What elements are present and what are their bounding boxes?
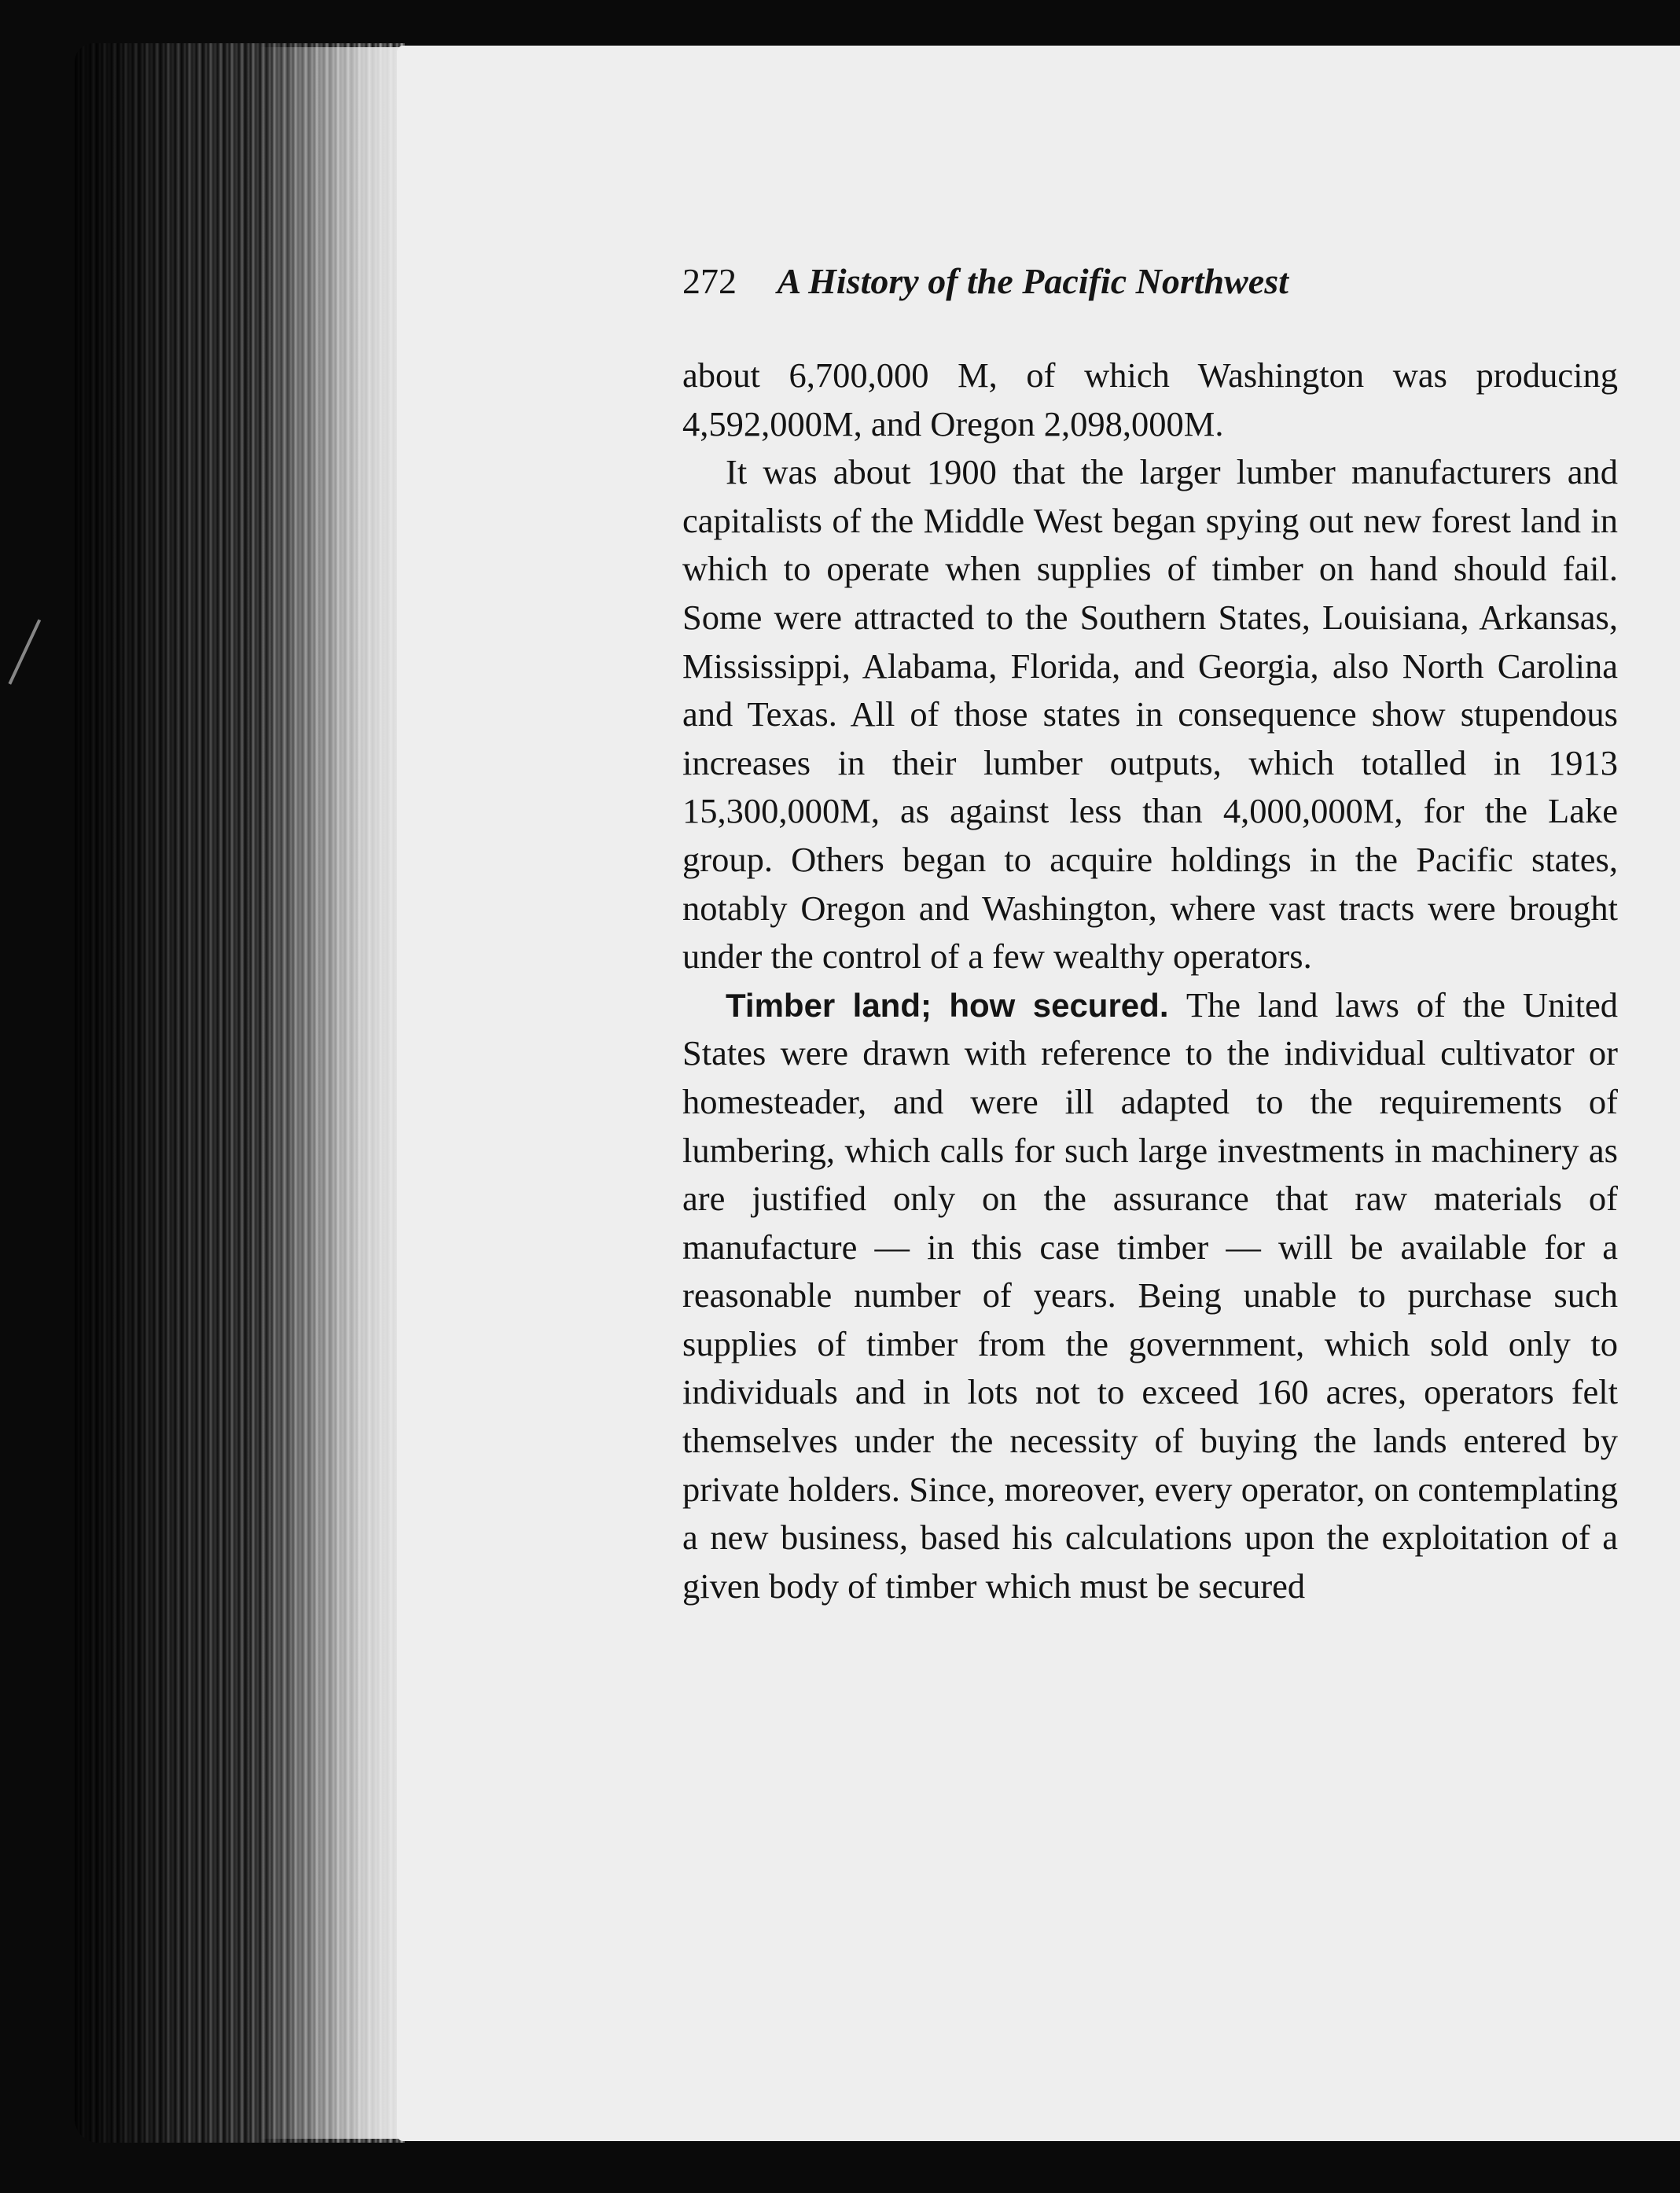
page-gutter-shadow — [259, 47, 417, 2139]
paragraph-1 — [682, 351, 1618, 448]
page-number: 272 — [682, 261, 737, 301]
body-text — [682, 351, 1618, 1610]
paragraph-1-text: about 6,700,000 M, of which Washington was producing 4,592,000M, and Oregon 2,098,000M. — [682, 355, 1618, 443]
paragraph-3 — [682, 981, 1618, 1611]
scan-debris — [8, 619, 61, 694]
paragraph-2 — [682, 448, 1618, 981]
section-heading: Timber land; how secured. — [726, 986, 1186, 1024]
running-head-title: A History of the Pacific Northwest — [777, 261, 1288, 301]
paragraph-2-text: It was about 1900 that the larger lumber manufacturers and capitalists of the Middle West began spying out new forest land in which to operate when supplies of timber on hand should fail. Some were attracted to the Southern States, Louisiana, Arkansas, Mississippi, Alabama, Florida, and Georgia, also North Carolina and Texas. All of those states in consequence show stupendous increases in their lumber outputs, which totalled in 1913 15,300,000M, as against less than 4,000,000M, for the Lake group. Others began to acquire holdings in the Pacific states, notably Oregon and Washington, where vast tracts were brought under the control of a few wealthy operators. — [682, 452, 1618, 977]
running-head — [682, 263, 1492, 300]
paragraph-3-text: The land laws of the United States were drawn with reference to the individual cultivator or homesteader, and were ill adapted to the requirements of lumbering, which calls for such large investments in machinery as are justified only on the assurance that raw materials of manufacture — in this case timber — will be available for a reasonable number of years. Being unable to purchase such supplies of timber from the government, which sold only to individuals and in lots not to exceed 160 acres, operators felt themselves under the necessity of buying the lands entered by private holders. Since, moreover, every operator, on contemplating a new business, based his calculations upon the exploitation of a given body of timber which must be secured — [682, 984, 1618, 1606]
